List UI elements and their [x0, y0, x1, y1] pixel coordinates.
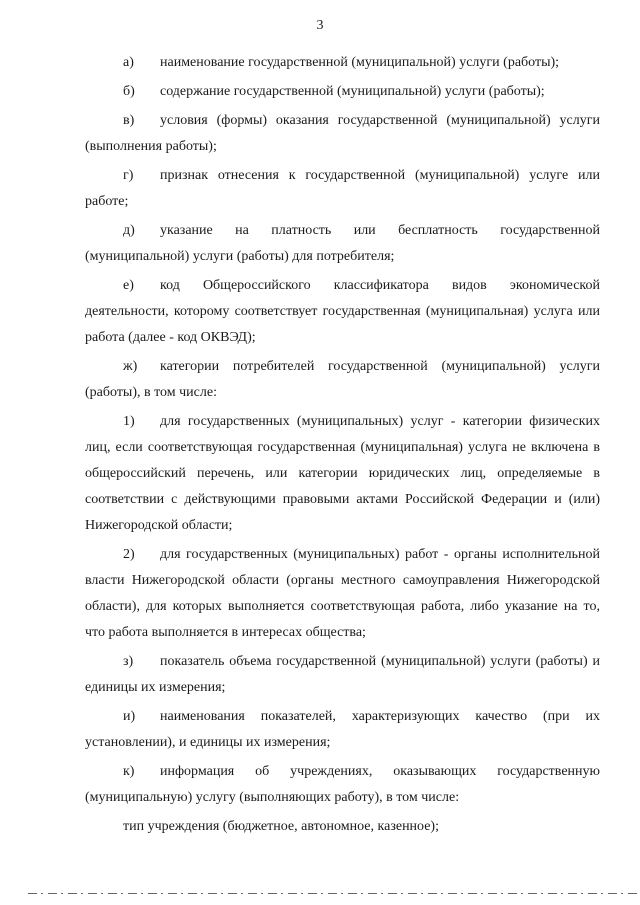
list-marker: 2) — [123, 547, 135, 562]
list-item-text: содержание государственной (муниципальной) услуги (работы); — [160, 84, 545, 99]
list-item-text: признак отнесения к государственной (муниципальной) услуге или работе; — [85, 168, 600, 209]
list-marker: б) — [123, 84, 135, 99]
list-marker: в) — [123, 113, 135, 128]
list-item — [85, 79, 600, 105]
list-item — [85, 542, 600, 646]
list-item — [85, 759, 600, 811]
list-item — [85, 354, 600, 406]
list-item — [85, 163, 600, 215]
list-item-text: указание на платность или бесплатность государственной (муниципальной) услуги (работы) для потребителя; — [85, 223, 600, 264]
list-item-text: код Общероссийского классификатора видов экономической деятельности, которому соответствует государственная (муниципальная) услуга или работа (далее - код ОКВЭД); — [85, 278, 600, 345]
list-marker: к) — [123, 764, 135, 779]
list-marker: и) — [123, 709, 136, 724]
list-item-text: наименования показателей, характеризующих качество (при их установлении), и единицы их измерения; — [85, 709, 600, 750]
list-item — [85, 814, 600, 840]
list-item-text: условия (формы) оказания государственной (муниципальной) услуги (выполнения работы); — [85, 113, 600, 154]
list-item — [85, 409, 600, 539]
list-item-text: тип учреждения (бюджетное, автономное, казенное); — [123, 819, 439, 834]
list-item-text: наименование государственной (муниципальной) услуги (работы); — [160, 55, 560, 70]
list-marker: 1) — [123, 414, 135, 429]
page-number: 3 — [316, 18, 324, 33]
list-marker: е) — [123, 278, 134, 293]
list-item — [85, 108, 600, 160]
scan-artifact-line — [28, 893, 640, 894]
list-item-text: показатель объема государственной (муниципальной) услуги (работы) и единицы их измерения; — [85, 654, 600, 695]
list-item — [85, 649, 600, 701]
list-item — [85, 704, 600, 756]
list-item-text: информация об учреждениях, оказывающих государственную (муниципальную) услугу (выполняющих работу), в том числе: — [85, 764, 600, 805]
list-marker: а) — [123, 55, 134, 70]
list-item-text: категории потребителей государственной (муниципальной) услуги (работы), в том числе: — [85, 359, 600, 400]
list-marker: з) — [123, 654, 134, 669]
list-marker: д) — [123, 223, 135, 238]
list-item-text: для государственных (муниципальных) услуг - категории физических лиц, если соответствующая государственная (муниципальная) услуга не включена в общероссийский перечень, или категории юридических лиц, определяемые в соответствии с действующими правовыми актами Российской Федерации и (или) Нижегородской области; — [85, 414, 600, 533]
list-item — [85, 50, 600, 76]
document-body — [85, 50, 600, 843]
list-item — [85, 273, 600, 351]
list-item — [85, 218, 600, 270]
list-item-text: для государственных (муниципальных) работ - органы исполнительной власти Нижегородской области (органы местного самоуправления Нижегородской области), для которых выполняется соответствующая работа, либо указание на то, что работа выполняется в интересах общества; — [85, 547, 600, 640]
list-marker: ж) — [123, 359, 138, 374]
list-marker: г) — [123, 168, 134, 183]
